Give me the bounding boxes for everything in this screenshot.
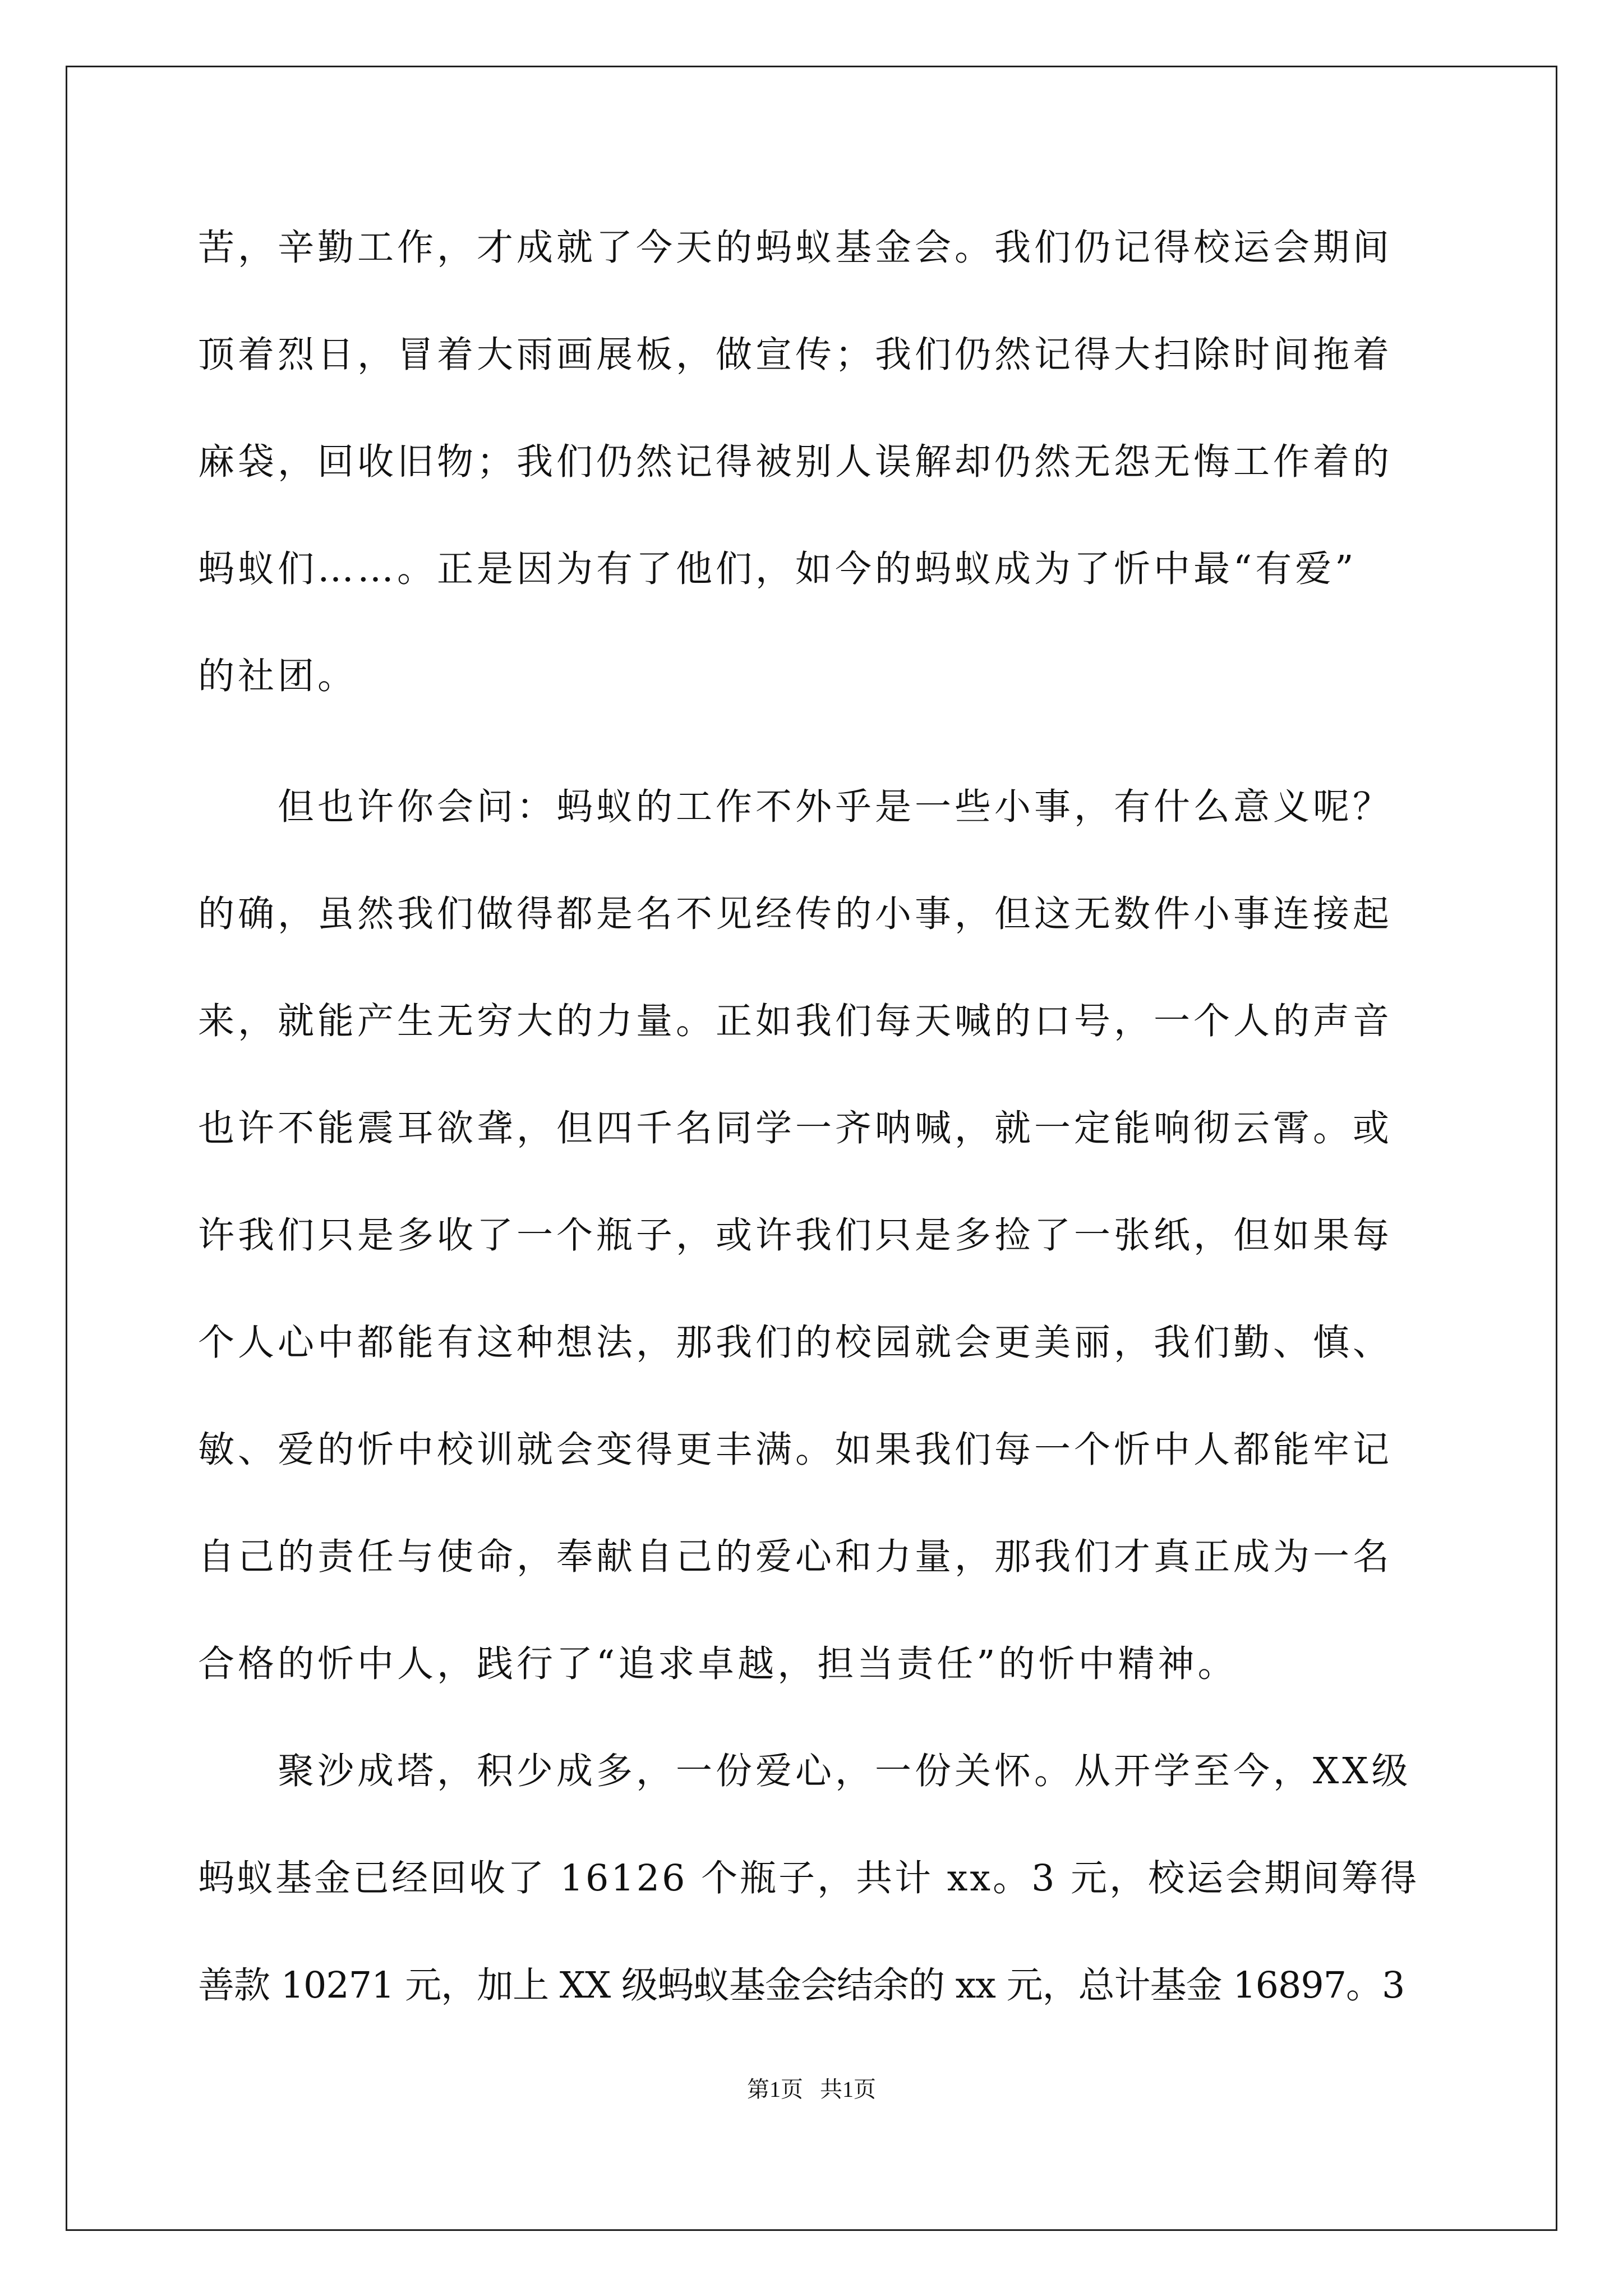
text-line: 许我们只是多收了一个瓶子，或许我们只是多捡了一张纸，但如果每 [198, 1214, 1393, 1257]
text-line: 也许不能震耳欲聋，但四千名同学一齐呐喊，就一定能响彻云霄。或 [198, 1107, 1393, 1149]
text-line: 自己的责任与使命，奉献自己的爱心和力量，那我们才真正成为一名 [198, 1536, 1393, 1578]
text-line: 蚂蚁们……。正是因为有了他们，如今的蚂蚁成为了忻中最“有爱” [198, 548, 1357, 590]
text-line: 的确，虽然我们做得都是名不见经传的小事，但这无数件小事连接起 [198, 893, 1393, 935]
text-line: 蚂蚁基金已经回收了 16126 个瓶子，共计 xx。3 元，校运会期间筹得 [198, 1857, 1419, 1899]
text-line: 顶着烈日，冒着大雨画展板，做宣传；我们仍然记得大扫除时间拖着 [198, 334, 1393, 376]
text-line: 聚沙成塔，积少成多，一份爱心，一份关怀。从开学至今，XX级 [198, 1750, 1412, 1792]
text-line: 敏、爱的忻中校训就会变得更丰满。如果我们每一个忻中人都能牢记 [198, 1429, 1393, 1471]
text-line: 但也许你会问：蚂蚁的工作不外乎是一些小事，有什么意义呢？ [198, 786, 1393, 828]
text-line: 来，就能产生无穷大的力量。正如我们每天喊的口号，一个人的声音 [198, 1000, 1393, 1042]
text-line: 合格的忻中人，践行了“追求卓越，担当责任”的忻中精神。 [198, 1643, 1238, 1685]
text-line: 个人心中都能有这种想法，那我们的校园就会更美丽，我们勤、慎、 [198, 1322, 1393, 1364]
text-line: 善款 10271 元，加上 XX 级蚂蚁基金会结余的 xx 元，总计基金 16897。3 [198, 1964, 1405, 2007]
text-line: 苦，辛勤工作，才成就了今天的蚂蚁基金会。我们仍记得校运会期间 [198, 227, 1393, 269]
text-line: 麻袋，回收旧物；我们仍然记得被别人误解却仍然无怨无悔工作着的 [198, 441, 1393, 483]
text-line: 的社团。 [198, 655, 358, 697]
page-footer: 第1页 共1页 [747, 2077, 876, 2102]
